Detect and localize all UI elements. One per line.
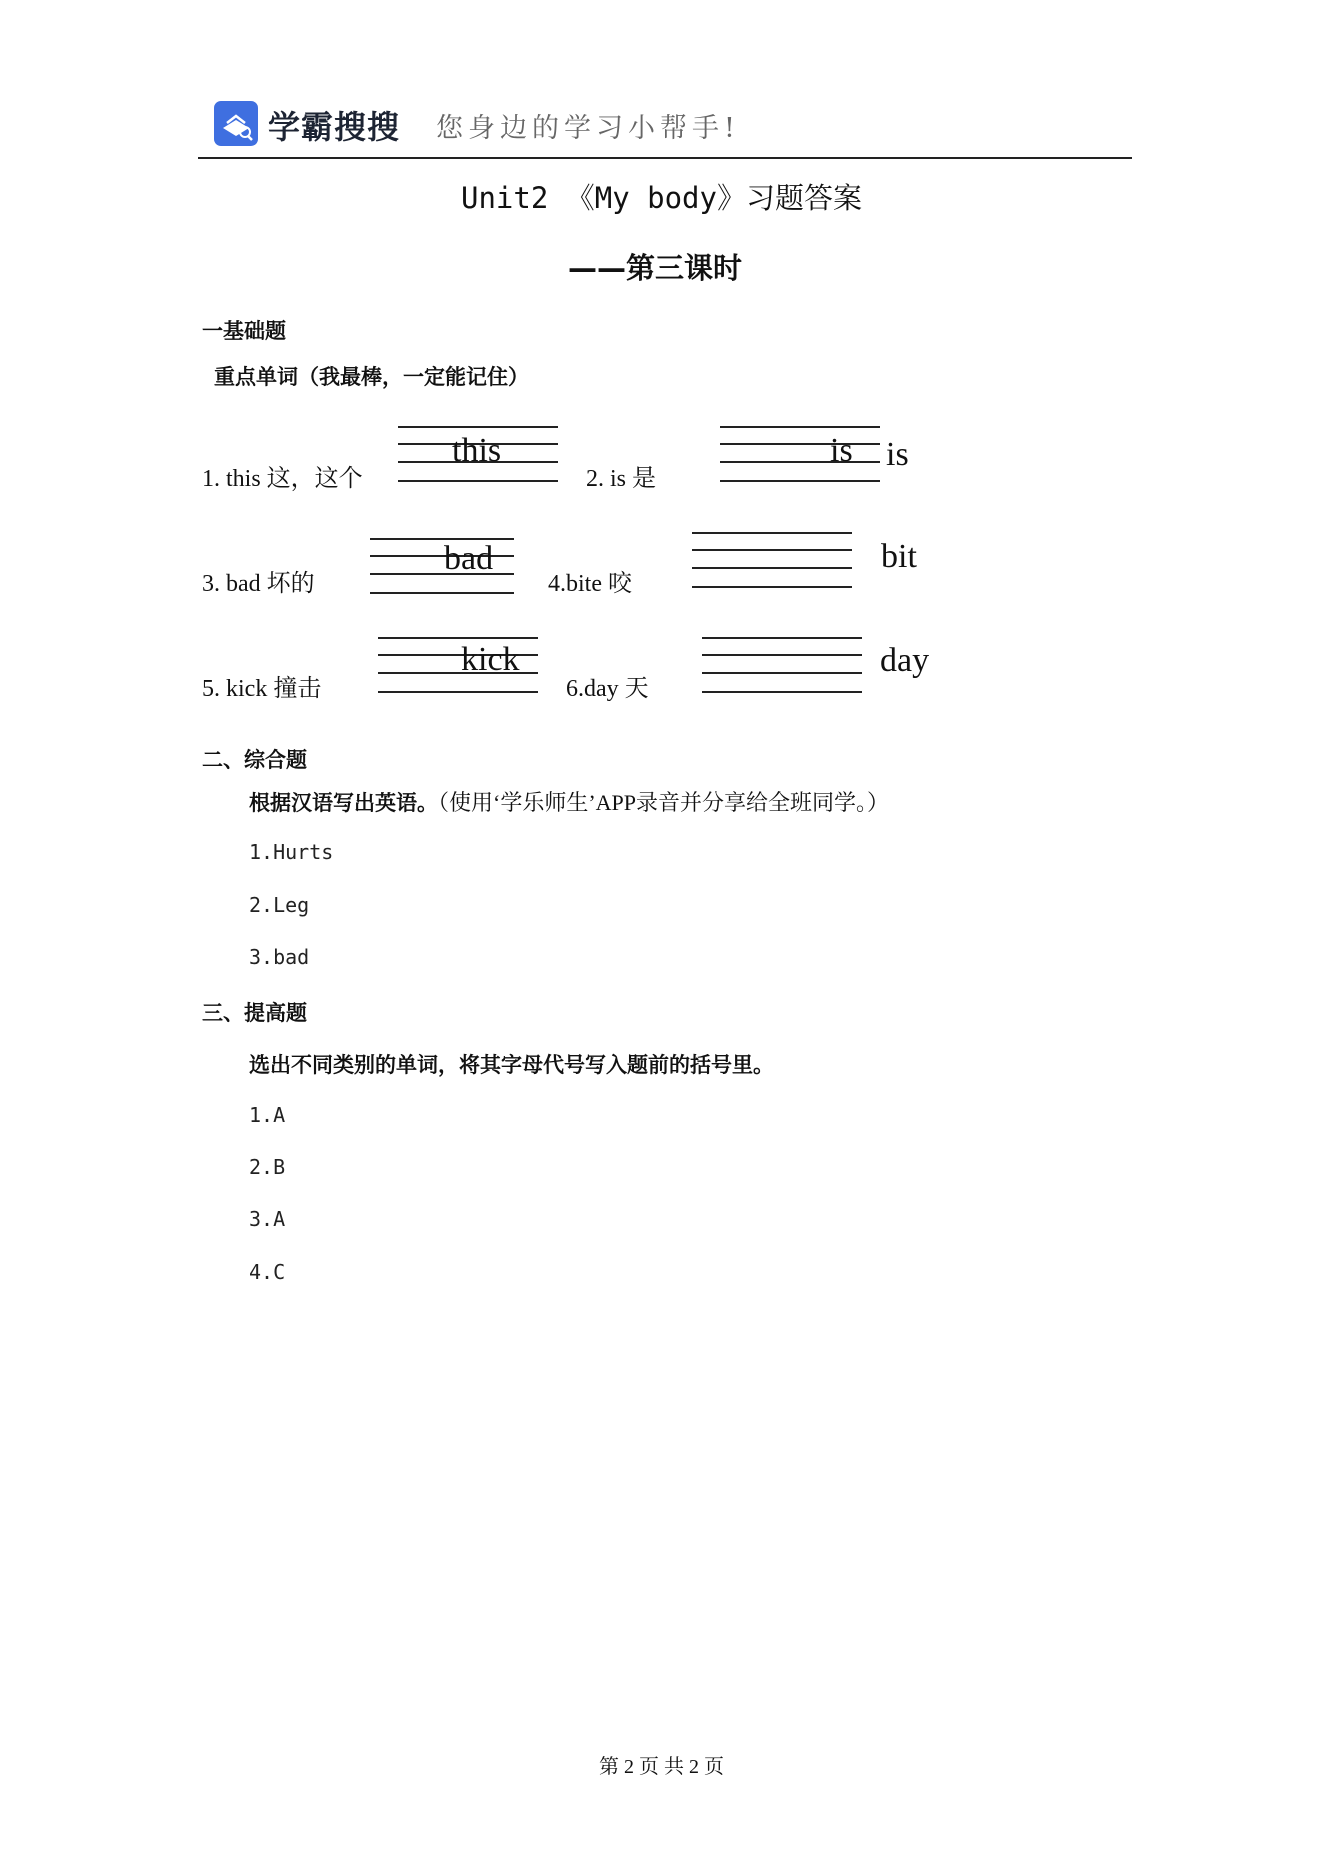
vocab-item-2-blank — [720, 426, 880, 482]
vocab-item-2-written: is — [886, 436, 909, 473]
section2-note: （使用‘学乐师生’APP录音并分享给全班同学。） — [438, 790, 890, 815]
vocab-item-1-answer: this — [452, 432, 502, 469]
vocab-item-6-written: day — [880, 642, 930, 679]
vocab-item-4-written: bit — [881, 538, 917, 575]
section3-heading: 三、提高题 — [202, 1001, 307, 1025]
vocab-item-4-label: 4.bite 咬 — [548, 571, 632, 597]
vocab-item-5-answer: kick — [461, 641, 520, 678]
section3-instruction: 选出不同类别的单词，将其字母代号写入题前的括号里。 — [249, 1053, 774, 1077]
page-title: Unit2 《My body》习题答案 — [461, 181, 862, 215]
vocab-item-2-label: 2. is 是 — [586, 466, 657, 492]
section3-answer-3: 3.A — [249, 1207, 286, 1231]
section2-answer-3: 3.bad — [249, 945, 310, 969]
vocab-item-5-label: 5. kick 撞击 — [202, 676, 322, 702]
section2-answer-2: 2.Leg — [249, 893, 310, 917]
page-subtitle: ——第三课时 — [568, 251, 743, 285]
vocab-item-1-label: 1. this 这，这个 — [202, 466, 363, 492]
section3-answer-4: 4.C — [249, 1260, 286, 1284]
section2-answer-1: 1.Hurts — [249, 840, 334, 864]
vocab-item-6-label: 6.day 天 — [566, 676, 649, 702]
vocab-item-6-blank — [702, 637, 862, 693]
section3-answer-2: 2.B — [249, 1155, 286, 1179]
vocab-item-3-answer: bad — [444, 540, 494, 577]
section1-heading: 一基础题 — [202, 319, 286, 343]
vocab-item-4-blank — [692, 532, 852, 588]
page-footer: 第 2 页 共 2 页 — [599, 1756, 724, 1778]
section2-instruction: 根据汉语写出英语。 — [249, 791, 438, 815]
header-divider — [198, 157, 1132, 159]
section2-instruction-line — [249, 786, 889, 817]
section1-subheading: 重点单词（我最棒，一定能记住） — [214, 365, 529, 389]
vocab-item-3-label: 3. bad 坏的 — [202, 571, 315, 597]
brand-logo-icon — [214, 101, 258, 146]
section2-heading: 二、综合题 — [202, 748, 307, 772]
vocab-item-2-answer: is — [830, 432, 853, 469]
brand-name: 学霸搜搜 — [268, 108, 401, 146]
section3-answer-1: 1.A — [249, 1103, 286, 1127]
brand-slogan: 您身边的学习小帮手! — [436, 113, 740, 144]
